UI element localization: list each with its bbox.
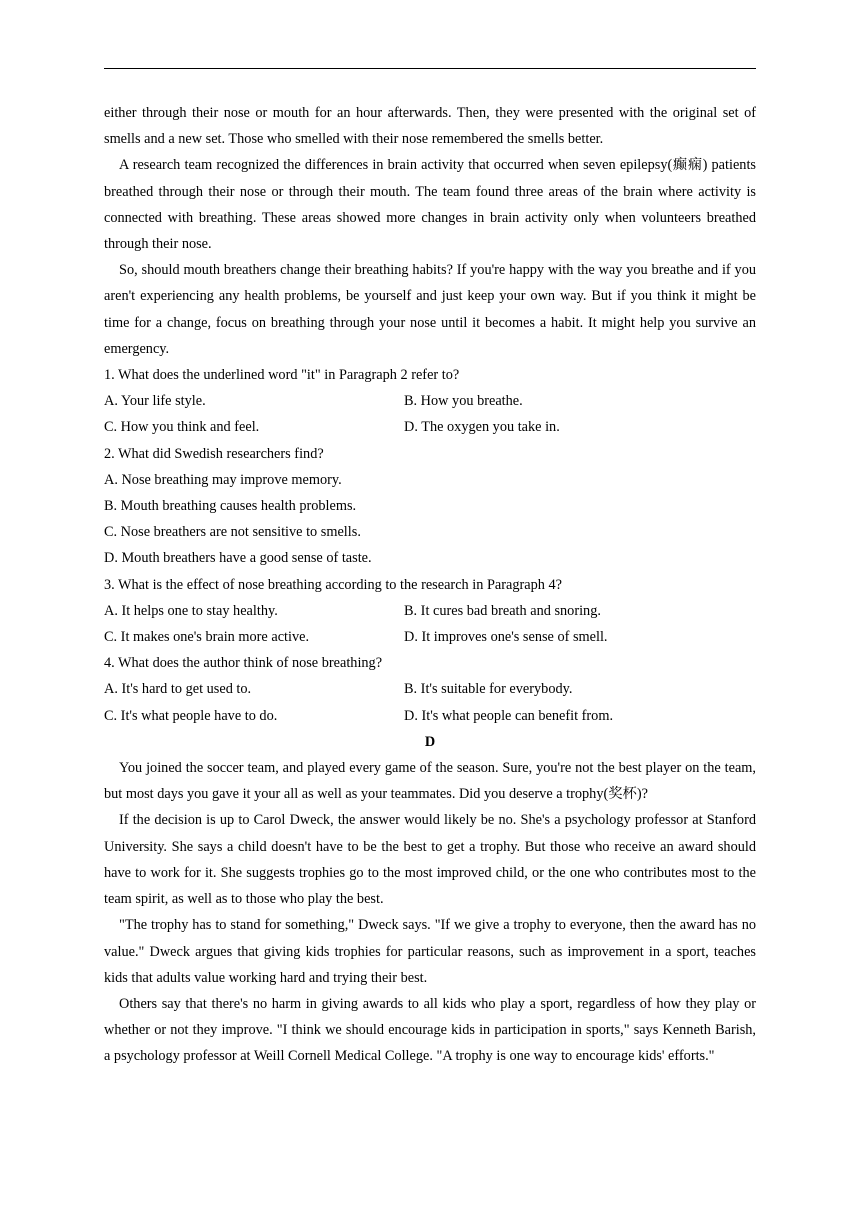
question-1-option-a: A. Your life style.: [104, 393, 206, 410]
question-1-option-c: C. How you think and feel.: [104, 419, 260, 436]
question-1-stem: 1. What does the underlined word "it" in Paragraph 2 refer to?: [104, 367, 460, 384]
passage-c-paragraph: A research team recognized the differences in brain activity that occurred when seven epilepsy(癫痫) patients breathed through their nose or through their mouth. The team found three areas of the brain where activity is connected with breathing. These areas showed more changes in brain activity only when volunteers breathed through their nose.: [104, 157, 756, 253]
question-1-options: [104, 388, 756, 440]
question-3-option-b: B. It cures bad breath and snoring.: [404, 602, 601, 619]
question-2-option-c: C. Nose breathers are not sensitive to smells.: [104, 524, 361, 541]
question-2-option-b: B. Mouth breathing causes health problems.: [104, 498, 357, 515]
question-3-stem: 3. What is the effect of nose breathing according to the research in Paragraph 4?: [104, 576, 562, 593]
question-4-option-a: A. It's hard to get used to.: [104, 681, 252, 698]
passage-c-paragraph: So, should mouth breathers change their breathing habits? If you're happy with the way you breathe and if you aren't experiencing any health problems, be yourself and just keep your own way. But if you think it might be time for a change, focus on breathing through your nose until it becomes a habit. It might help you survive an emergency.: [104, 262, 756, 357]
section-d-paragraph: Others say that there's no harm in giving awards to all kids who play a sport, regardless of how they play or whether or not they improve. "I think we should encourage kids in participation in sports," says Kenneth Barish, a psychology professor at Weill Cornell Medical College. "A trophy is one way to encourage kids' efforts.": [104, 995, 756, 1065]
question-3-option-d: D. It improves one's sense of smell.: [404, 629, 608, 646]
question-2-options: [104, 467, 756, 572]
question-4-option-d: D. It's what people can benefit from.: [404, 707, 614, 724]
question-2-option-d: D. Mouth breathers have a good sense of taste.: [104, 550, 372, 567]
question-3-options: [104, 598, 756, 650]
header-rule: [104, 68, 756, 69]
question-1-option-d: D. The oxygen you take in.: [404, 419, 560, 436]
question-4-options: [104, 676, 756, 728]
passage-c-paragraph: either through their nose or mouth for an hour afterwards. Then, they were presented with the original set of smells and a new set. Those who smelled with their nose remembered the smells better.: [104, 105, 756, 148]
question-4-stem: 4. What does the author think of nose breathing?: [104, 655, 383, 672]
question-3-option-c: C. It makes one's brain more active.: [104, 629, 310, 646]
section-d-heading: D: [424, 733, 436, 750]
section-d-paragraph: If the decision is up to Carol Dweck, the answer would likely be no. She's a psychology professor at Stanford University. She says a child doesn't have to be the best to get a trophy. But those who receive an award should have to work for it. She suggests trophies go to the most improved child, or the one who contributes most to the team spirit, as well as to those who play the best.: [104, 812, 756, 908]
question-4-option-c: C. It's what people have to do.: [104, 707, 278, 724]
section-d-paragraph: You joined the soccer team, and played every game of the season. Sure, you're not the best player on the team, but most days you gave it your all as well as your teammates. Did you deserve a trophy(奖杯)?: [104, 760, 756, 803]
question-1-option-b: B. How you breathe.: [404, 393, 523, 410]
question-4-option-b: B. It's suitable for everybody.: [404, 681, 573, 698]
question-2-stem: 2. What did Swedish researchers find?: [104, 445, 324, 462]
question-2-option-a: A. Nose breathing may improve memory.: [104, 471, 342, 488]
page-content: [104, 100, 756, 1070]
question-3-option-a: A. It helps one to stay healthy.: [104, 602, 278, 619]
section-d-paragraph: "The trophy has to stand for something," Dweck says. "If we give a trophy to everyone, then the award has no value." Dweck argues that giving kids trophies for particular reasons, such as improvement in a sport, teaches kids that adults value working hard and trying their best.: [104, 917, 756, 986]
